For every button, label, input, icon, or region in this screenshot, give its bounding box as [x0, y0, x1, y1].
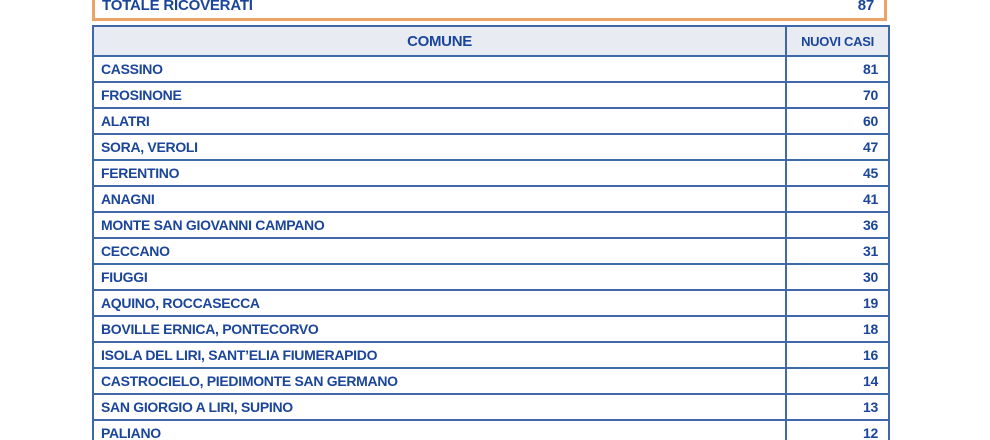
nuovi-casi-cell: 81 [863, 61, 878, 77]
nuovi-casi-cell: 36 [863, 217, 878, 233]
nuovi-casi-cell: 45 [863, 165, 878, 181]
table-body [94, 57, 888, 440]
nuovi-casi-cell: 70 [863, 87, 878, 103]
nuovi-casi-cell: 30 [863, 269, 878, 285]
table-row [94, 57, 888, 83]
table-row [94, 343, 888, 369]
table-row [94, 83, 888, 109]
comune-cell: MONTE SAN GIOVANNI CAMPANO [94, 213, 787, 237]
totale-ricoverati-label: TOTALE RICOVERATI [102, 0, 253, 14]
nuovi-casi-table [92, 25, 890, 440]
nuovi-casi-cell: 60 [863, 113, 878, 129]
comune-cell: CASTROCIELO, PIEDIMONTE SAN GERMANO [94, 369, 787, 393]
comune-cell: CASSINO [94, 57, 787, 81]
nuovi-casi-cell: 12 [863, 425, 878, 440]
table-row [94, 317, 888, 343]
table-row [94, 395, 888, 421]
comune-cell: ANAGNI [94, 187, 787, 211]
totale-ricoverati-bar [92, 0, 887, 21]
nuovi-casi-cell: 16 [863, 347, 878, 363]
table-row [94, 135, 888, 161]
comune-cell: PALIANO [94, 421, 787, 440]
comune-cell: AQUINO, ROCCASECCA [94, 291, 787, 315]
nuovi-casi-cell: 13 [863, 399, 878, 415]
table-row [94, 291, 888, 317]
comune-cell: ALATRI [94, 109, 787, 133]
table-row [94, 421, 888, 440]
table-row [94, 161, 888, 187]
comune-cell: FIUGGI [94, 265, 787, 289]
comune-cell: SORA, VEROLI [94, 135, 787, 159]
table-row [94, 109, 888, 135]
nuovi-casi-cell: 41 [863, 191, 878, 207]
table-row [94, 369, 888, 395]
comune-cell: FROSINONE [94, 83, 787, 107]
comune-cell: FERENTINO [94, 161, 787, 185]
table-header-row [94, 27, 888, 57]
nuovi-casi-cell: 31 [863, 243, 878, 259]
nuovi-casi-cell: 47 [863, 139, 878, 155]
comune-cell: ISOLA DEL LIRI, SANT’ELIA FIUMERAPIDO [94, 343, 787, 367]
table-row [94, 187, 888, 213]
column-header-comune: COMUNE [94, 27, 787, 55]
report-content [92, 0, 890, 440]
table-row [94, 213, 888, 239]
table-row [94, 265, 888, 291]
nuovi-casi-cell: 19 [863, 295, 878, 311]
comune-cell: SAN GIORGIO A LIRI, SUPINO [94, 395, 787, 419]
table-row [94, 239, 888, 265]
totale-ricoverati-value: 87 [857, 0, 874, 14]
comune-cell: CECCANO [94, 239, 787, 263]
comune-cell: BOVILLE ERNICA, PONTECORVO [94, 317, 787, 341]
column-header-nuovi-casi: NUOVI CASI [801, 33, 874, 49]
nuovi-casi-cell: 18 [863, 321, 878, 337]
nuovi-casi-cell: 14 [863, 373, 878, 389]
